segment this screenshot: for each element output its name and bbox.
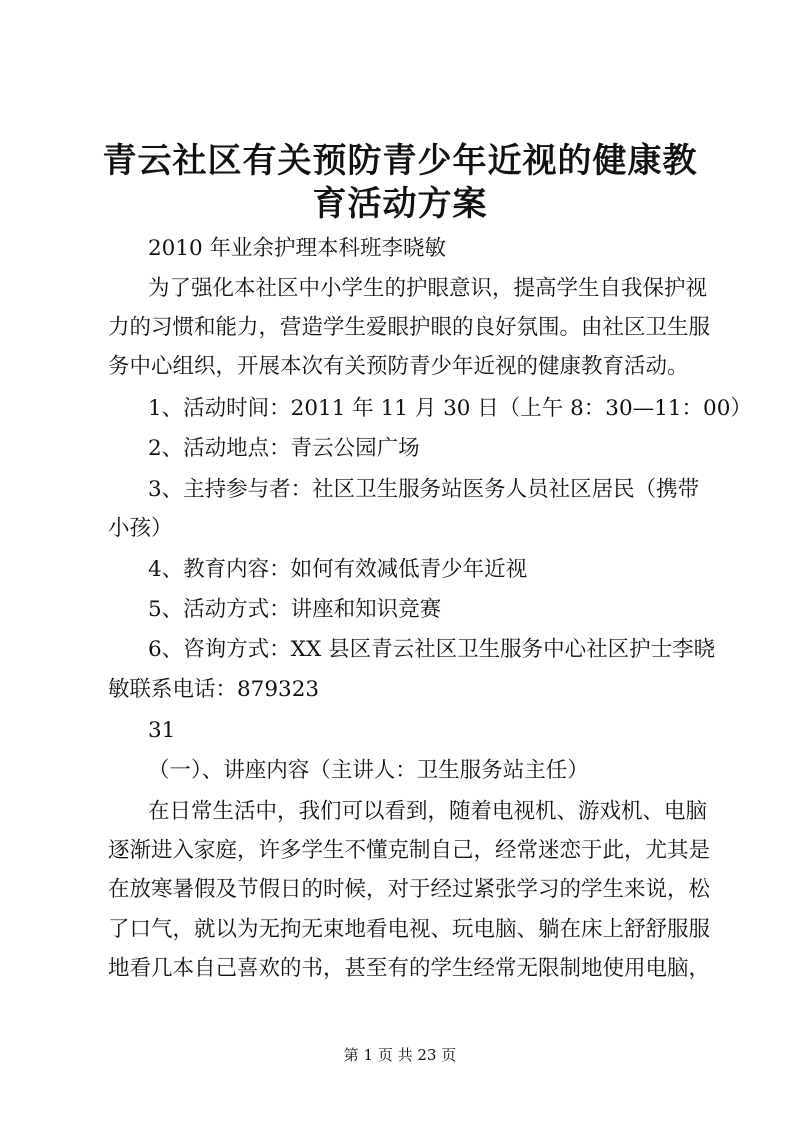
body-line-5: 地看几本自己喜欢的书，甚至有的学生经常无限制地使用电脑， [108, 956, 711, 981]
body-line-3: 在放寒暑假及节假日的时候，对于经过紧张学习的学生来说，松 [108, 877, 711, 902]
number-line: 31 [148, 718, 176, 743]
item-method: 5、活动方式：讲座和知识竞赛 [148, 597, 442, 622]
item-time: 1、活动时间：2011 年 11 月 30 日（上午 8：30—11：00） [148, 396, 752, 421]
item-contact-line-2: 敏联系电话：879323 [108, 677, 320, 702]
item-participants-line-1: 3、主持参与者：社区卫生服务站医务人员社区居民（携带 [148, 477, 700, 502]
section-heading: （一）、讲座内容（主讲人：卫生服务站主任） [148, 758, 589, 783]
body-line-1: 在日常生活中，我们可以看到，随着电视机、游戏机、电脑 [148, 799, 708, 824]
item-contact-line-1: 6、咨询方式：XX 县区青云社区卫生服务中心社区护士李晓 [148, 637, 716, 662]
intro-line-2: 力的习惯和能力，营造学生爱眼护眼的良好氛围。由社区卫生服 [108, 315, 711, 340]
body-line-2: 逐渐进入家庭，许多学生不懂克制自己，经常迷恋于此，尤其是 [108, 838, 711, 863]
item-content: 4、教育内容：如何有效减低青少年近视 [148, 557, 528, 582]
body-line-4: 了口气，就以为无拘无束地看电视、玩电脑、躺在床上舒舒服服 [108, 917, 711, 942]
page-footer: 第 1 页 共 23 页 [343, 1046, 457, 1064]
intro-line-1: 为了强化本社区中小学生的护眼意识，提高学生自我保护视 [148, 276, 708, 301]
document-title: 青云社区有关预防青少年近视的健康教育活动方案 [102, 141, 698, 224]
author-line: 2010 年业余护理本科班李晓敏 [148, 236, 447, 261]
item-place: 2、活动地点：青云公园广场 [148, 436, 420, 461]
item-participants-line-2: 小孩） [108, 516, 173, 541]
intro-line-3: 务中心组织，开展本次有关预防青少年近视的健康教育活动。 [108, 354, 689, 379]
